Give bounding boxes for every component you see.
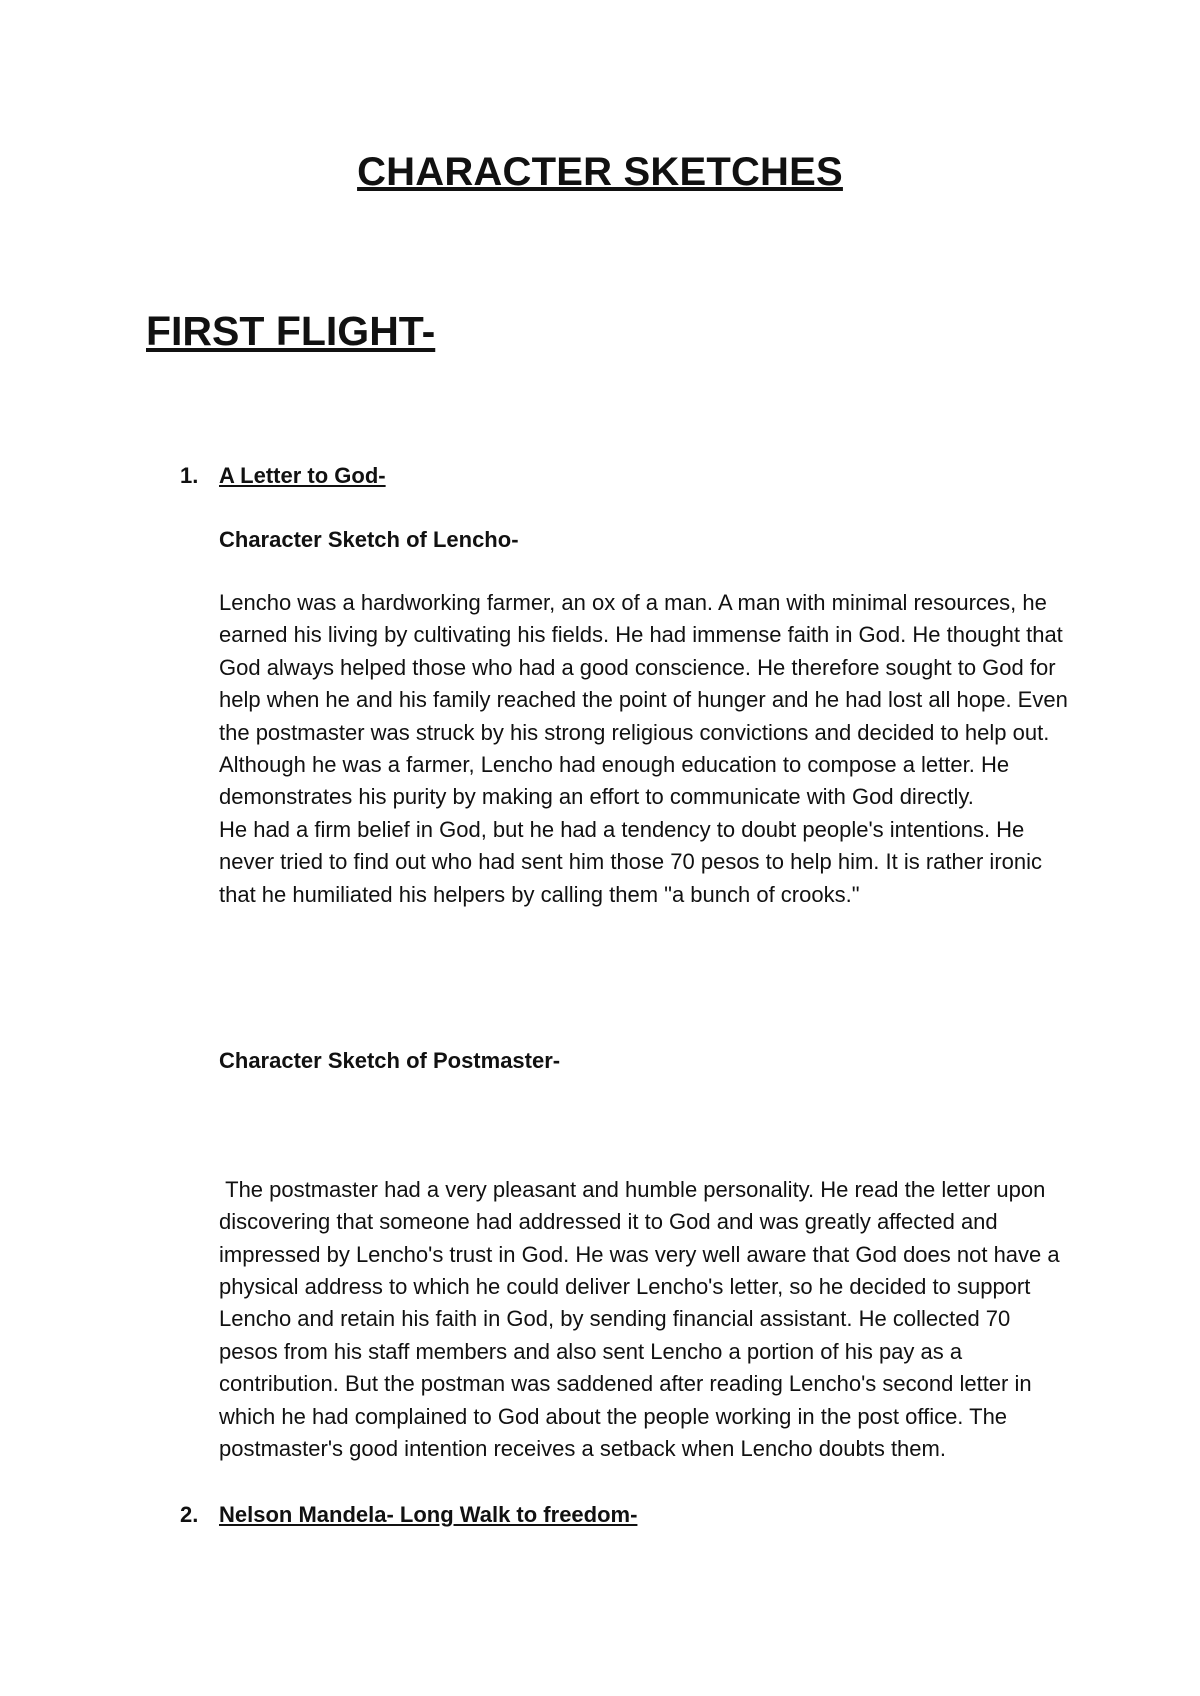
- sketch-heading-postmaster: Character Sketch of Postmaster-: [219, 1048, 561, 1073]
- paragraph-lencho-1: Lencho was a hardworking farmer, an ox of a man. A man with minimal resources, he earned his living by cultivating his fields. He had immense faith in God. He thought that God always helped those who had a good conscience. He therefore sought to God for help when he and his family reached the point of hunger and he had lost all hope. Even the postmaster was struck by his strong religious convictions and decided to help out. Although he was a farmer, Lencho had enough education to compose a letter. He demonstrates his purity by making an effort to communicate with God directly.: [219, 590, 1068, 810]
- item-1-title: A Letter to God-: [219, 463, 386, 488]
- sketch-body-postmaster: [219, 1109, 1069, 1530]
- item-2-title: Nelson Mandela- Long Walk to freedom-: [219, 1502, 638, 1527]
- item-2-number: 2.: [180, 1502, 199, 1527]
- document-title: CHARACTER SKETCHES: [357, 150, 843, 194]
- paragraph-postmaster-1: The postmaster had a very pleasant and humble personality. He read the letter upon discovering that someone had addressed it to God and was greatly affected and impressed by Lencho's trust in God. He was very well aware that God does not have a physical address to which he could deliver Lencho's letter, so he decided to support Lencho and retain his faith in God, by sending financial assistant. He collected 70 pesos from his staff members and also sent Lencho a portion of his pay as a contribution. But the postman was saddened after reading Lencho's second letter in which he had complained to God about the people working in the post office. The postmaster's good intention receives a setback when Lencho doubts them.: [219, 1176, 1066, 1462]
- sketch-body-lencho: [219, 587, 1069, 911]
- item-1-number: 1.: [180, 463, 199, 488]
- sketch-heading-lencho: Character Sketch of Lencho-: [219, 527, 519, 552]
- paragraph-lencho-2: He had a firm belief in God, but he had a tendency to doubt people's intentions. He never tried to find out who had sent him those 70 pesos to help him. It is rather ironic that he humiliated his helpers by calling them "a bunch of crooks.": [219, 816, 1043, 907]
- section-heading-first-flight: FIRST FLIGHT-: [146, 308, 436, 354]
